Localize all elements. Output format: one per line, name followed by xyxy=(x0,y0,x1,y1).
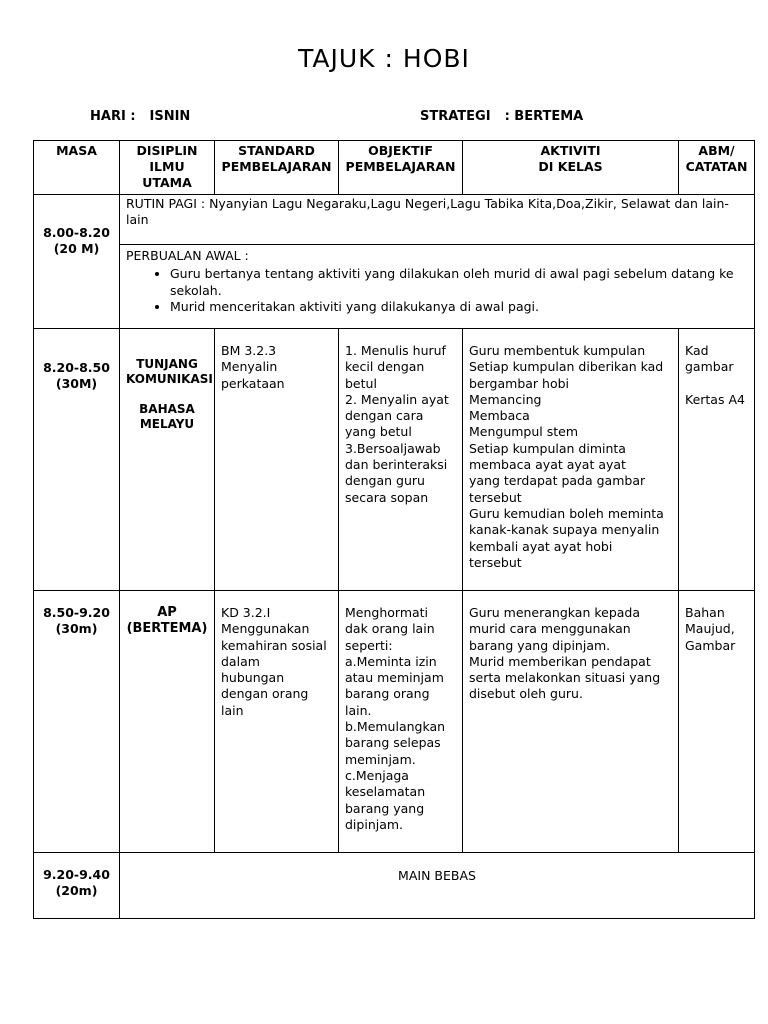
cell-line: Menghormati xyxy=(345,605,429,620)
cell-line: dipinjam. xyxy=(345,816,404,832)
cell-line: murid cara menggunakan xyxy=(469,621,631,637)
cell-line: ABM/ xyxy=(698,143,735,158)
strategi-field xyxy=(420,109,583,124)
cell-line: DI KELAS xyxy=(538,159,603,174)
hari-label: HARI : xyxy=(90,109,136,124)
cell-line: barang orang xyxy=(345,686,430,702)
cell-line: (30M) xyxy=(55,376,98,392)
cell-line: lain. xyxy=(345,702,372,718)
masa-cell xyxy=(34,853,120,919)
cell-line: KD 3.2.I xyxy=(221,605,271,620)
cell-line: barang yang xyxy=(345,800,425,816)
cell-line: kemahiran sosial xyxy=(221,637,327,653)
cell-line: Kertas A4 xyxy=(685,391,745,407)
hari-value: ISNIN xyxy=(149,109,191,124)
cell-line: b.Memulangkan xyxy=(345,719,446,735)
aktiviti-cell xyxy=(463,329,679,591)
cell-line: secara sopan xyxy=(345,489,429,505)
table-row xyxy=(34,329,755,591)
cell-line: meminjam. xyxy=(345,751,416,767)
cell-line: tersebut xyxy=(469,554,522,570)
cell-line: a.Meminta izin xyxy=(345,653,437,669)
cell-line: OBJEKTIF xyxy=(368,143,433,158)
cell-line: MASA xyxy=(56,143,97,158)
cell-line: Membaca xyxy=(469,408,530,424)
cell-line: Guru kemudian boleh meminta xyxy=(469,505,664,521)
rutin-pagi-cell: RUTIN PAGI : Nyanyian Lagu Negaraku,Lagu Negeri,Lagu Tabika Kita,Doa,Zikir, Selawat dan lain-lain xyxy=(120,195,755,245)
lesson-plan-table xyxy=(33,140,755,919)
cell-line: MELAYU xyxy=(139,417,195,431)
header-masa xyxy=(34,141,120,195)
cell-line: AKTIVITI xyxy=(540,143,601,158)
disiplin-cell xyxy=(120,591,215,853)
cell-line: 9.20-9.40 xyxy=(43,867,110,882)
cell-line: PEMBELAJARAN xyxy=(345,159,456,174)
cell-line: atau meminjam xyxy=(345,670,444,686)
cell-line: c.Menjaga xyxy=(345,767,409,783)
cell-line: dan berinteraksi xyxy=(345,457,448,473)
cell-line: Memancing xyxy=(469,391,542,407)
cell-line: BAHASA xyxy=(139,402,195,416)
table-row xyxy=(34,853,755,919)
cell-line: Murid memberikan pendapat xyxy=(469,653,651,669)
objektif-cell xyxy=(339,329,463,591)
header-aktiviti xyxy=(463,141,679,195)
standard-cell xyxy=(215,329,339,591)
cell-line: perkataan xyxy=(221,375,285,391)
cell-line: kecil dengan xyxy=(345,359,425,375)
objektif-cell xyxy=(339,591,463,853)
cell-line: serta melakonkan situasi yang xyxy=(469,670,661,686)
cell-line: Setiap kumpulan diberikan kad xyxy=(469,359,664,375)
strategi-label: STRATEGI xyxy=(420,109,491,124)
header-abm xyxy=(679,141,755,195)
cell-line: barang selepas xyxy=(345,735,441,751)
cell-line: membaca ayat ayat ayat xyxy=(469,457,626,473)
table-row xyxy=(34,591,755,853)
cell-line: dengan orang xyxy=(221,686,309,702)
cell-line: dalam xyxy=(221,653,260,669)
cell-line: keselamatan xyxy=(345,784,426,800)
cell-line: AP xyxy=(157,605,177,620)
cell-line: disebut oleh guru. xyxy=(469,686,583,702)
cell-line xyxy=(685,376,748,392)
cell-line: dengan guru xyxy=(345,473,425,489)
cell-line: STANDARD xyxy=(238,143,315,158)
cell-line: 8.20-8.50 xyxy=(43,360,110,375)
cell-line: Guru menerangkan kepada xyxy=(469,605,641,620)
cell-line: Maujud, xyxy=(685,621,735,637)
cell-line: Menyalin xyxy=(221,359,278,375)
cell-line: (BERTEMA) xyxy=(126,621,208,636)
cell-line: Gambar xyxy=(685,637,736,653)
cell-line: (20m) xyxy=(55,883,98,899)
cell-line: Mengumpul stem xyxy=(469,424,579,440)
header-standard xyxy=(215,141,339,195)
strategi-value: : BERTEMA xyxy=(504,109,584,124)
cell-line: CATATAN xyxy=(685,159,748,174)
cell-line: barang yang dipinjam. xyxy=(469,637,611,653)
page-title: TAJUK : HOBI xyxy=(298,44,470,73)
cell-line: yang terdapat pada gambar xyxy=(469,473,646,489)
cell-line: Guru membentuk kumpulan xyxy=(469,343,646,358)
list-item: • Guru bertanya tentang aktiviti yang dilakukan oleh murid di awal pagi sebelum datang ke sekolah. xyxy=(170,266,748,299)
masa-cell xyxy=(34,195,120,329)
cell-line: betul xyxy=(345,375,377,391)
cell-line: KOMUNIKASI xyxy=(126,372,213,386)
disiplin-cell xyxy=(120,329,215,591)
cell-line: Setiap kumpulan diminta xyxy=(469,440,626,456)
cell-line: 8.00-8.20 xyxy=(43,225,110,240)
cell-line: ILMU xyxy=(149,159,185,174)
cell-line: 3.Bersoaljawab xyxy=(345,440,441,456)
masa-cell xyxy=(34,329,120,591)
cell-line: seperti: xyxy=(345,637,393,653)
aktiviti-cell xyxy=(463,591,679,853)
perbualan-awal-cell xyxy=(120,245,755,329)
cell-line: Kad xyxy=(685,343,709,358)
cell-line: dengan cara xyxy=(345,408,424,424)
cell-line: 1. Menulis huruf xyxy=(345,343,446,358)
cell-line: gambar xyxy=(685,359,734,375)
table-row xyxy=(34,195,755,245)
cell-line: (30m) xyxy=(55,621,98,637)
header-objektif xyxy=(339,141,463,195)
masa-cell xyxy=(34,591,120,853)
abm-cell xyxy=(679,329,755,591)
cell-line: (20 M) xyxy=(53,241,100,257)
cell-line: 2. Menyalin ayat xyxy=(345,391,449,407)
abm-cell xyxy=(679,591,755,853)
table-row xyxy=(34,245,755,329)
cell-line: BM 3.2.3 xyxy=(221,343,277,358)
cell-line xyxy=(126,387,208,402)
list-item: • Murid menceritakan aktiviti yang dilakukanya di awal pagi. xyxy=(170,299,748,315)
cell-line: yang betul xyxy=(345,424,412,440)
cell-line: bergambar hobi xyxy=(469,375,569,391)
main-bebas-cell: MAIN BEBAS xyxy=(120,853,755,919)
cell-line: TUNJANG xyxy=(136,357,198,371)
cell-line: hubungan xyxy=(221,670,285,686)
cell-line: lain xyxy=(221,702,244,718)
perbualan-title: PERBUALAN AWAL : xyxy=(126,248,249,263)
table-header-row xyxy=(34,141,755,195)
cell-line: UTAMA xyxy=(142,175,192,190)
cell-line: Menggunakan xyxy=(221,621,310,637)
cell-line: tersebut xyxy=(469,489,522,505)
perbualan-list xyxy=(126,266,748,315)
standard-cell xyxy=(215,591,339,853)
cell-line: PEMBELAJARAN xyxy=(221,159,332,174)
cell-line: kembali ayat ayat hobi xyxy=(469,538,613,554)
cell-line: 8.50-9.20 xyxy=(43,605,110,620)
cell-line: dak orang lain xyxy=(345,621,435,637)
hari-field xyxy=(90,109,190,124)
cell-line: Bahan xyxy=(685,605,725,620)
cell-line: kanak-kanak supaya menyalin xyxy=(469,522,660,538)
cell-line: DISIPLIN xyxy=(136,143,198,158)
header-disiplin xyxy=(120,141,215,195)
